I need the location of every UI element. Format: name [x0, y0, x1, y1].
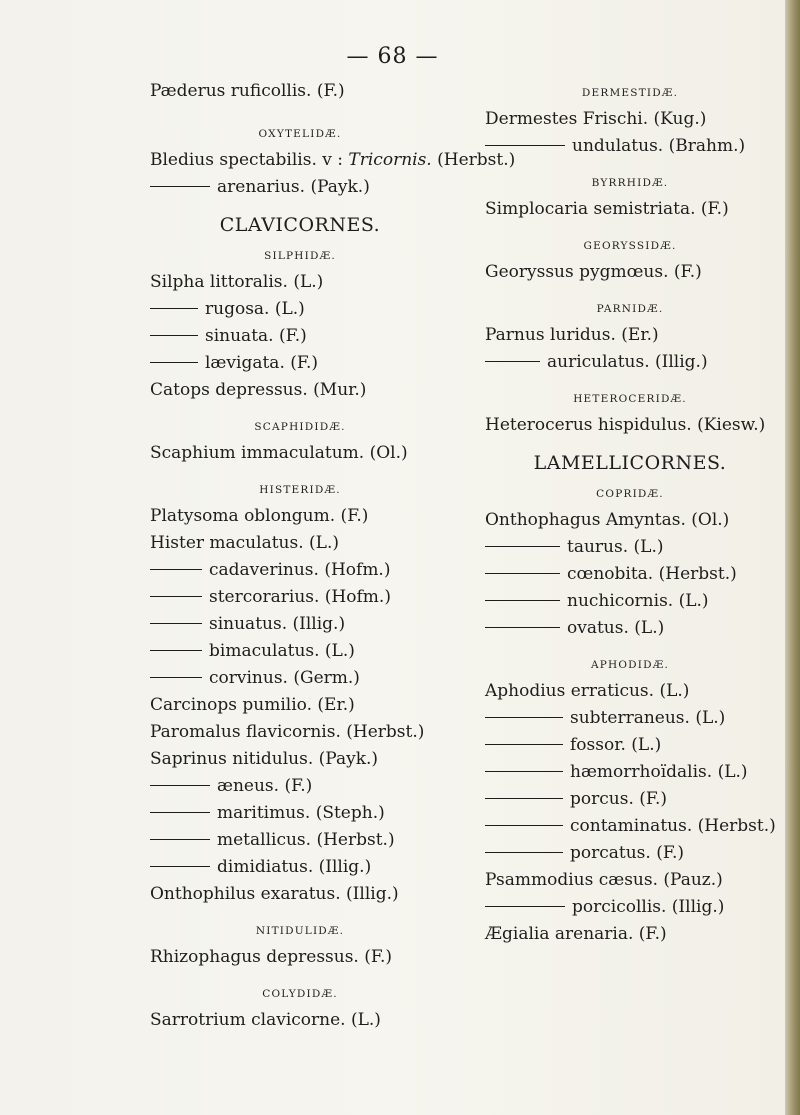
- species-entry: [485, 588, 775, 615]
- ditto-dash: [485, 573, 560, 574]
- species-text: bimaculatus. (L.): [209, 641, 355, 661]
- ditto-dash: [150, 839, 210, 840]
- species-text: Bledius spectabilis. v :: [150, 150, 349, 170]
- ditto-dash: [150, 362, 198, 363]
- family-heading: APHODIDÆ.: [590, 659, 670, 671]
- ditto-dash: [485, 771, 563, 772]
- right-column: [485, 78, 775, 948]
- species-entry: [485, 106, 775, 133]
- species-text: Georyssus pygmœus. (F.): [485, 262, 702, 282]
- family-heading: PARNIDÆ.: [596, 303, 664, 315]
- species-entry: [485, 705, 775, 732]
- species-entry: [150, 665, 450, 692]
- species-text: auriculatus. (Illig.): [547, 352, 708, 372]
- species-text: sinuatus. (Illig.): [209, 614, 346, 634]
- spacer: [485, 439, 775, 447]
- ditto-dash: [485, 744, 563, 745]
- species-text: Pæderus ruficollis. (F.): [150, 81, 345, 101]
- spacer: [150, 105, 450, 119]
- species-text: æneus. (F.): [217, 776, 313, 796]
- species-entry: [150, 800, 450, 827]
- species-entry: [150, 440, 450, 467]
- species-text: cœnobita. (Herbst.): [567, 564, 737, 584]
- species-text: Catops depressus. (Mur.): [150, 380, 367, 400]
- species-text: Rhizophagus depressus. (F.): [150, 947, 393, 967]
- species-text: undulatus. (Brahm.): [572, 136, 746, 156]
- species-entry: [150, 692, 450, 719]
- species-entry: [485, 813, 775, 840]
- spacer: [150, 971, 450, 979]
- species-entry: [150, 350, 450, 377]
- species-text: lævigata. (F.): [205, 353, 319, 373]
- species-text: Silpha littoralis. (L.): [150, 272, 324, 292]
- species-text: Onthophilus exaratus. (Illig.): [150, 884, 399, 904]
- species-entry: [485, 322, 775, 349]
- species-entry: [150, 611, 450, 638]
- species-entry: [485, 786, 775, 813]
- species-text: Aphodius erraticus. (L.): [485, 681, 690, 701]
- species-entry: [150, 174, 450, 201]
- species-text: Dermestes Frischi. (Kug.): [485, 109, 707, 129]
- ditto-dash: [150, 335, 198, 336]
- ditto-dash: [150, 650, 202, 651]
- family-heading: HETEROCERIDÆ.: [573, 393, 687, 405]
- spacer: [150, 467, 450, 475]
- species-text: Ægialia arenaria. (F.): [485, 924, 667, 944]
- spacer: [485, 642, 775, 650]
- species-entry: [150, 881, 450, 908]
- species-variety: Tricornis.: [348, 150, 432, 170]
- species-entry: [150, 638, 450, 665]
- species-entry: [150, 296, 450, 323]
- species-text: porcatus. (F.): [570, 843, 685, 863]
- ditto-dash: [150, 186, 210, 187]
- ditto-dash: [485, 825, 563, 826]
- species-entry: [150, 719, 450, 746]
- species-text: fossor. (L.): [570, 735, 662, 755]
- species-entry: [150, 773, 450, 800]
- family-heading: SCAPHIDIDÆ.: [254, 421, 346, 433]
- species-entry: [150, 78, 450, 105]
- species-entry: [485, 196, 775, 223]
- species-text: taurus. (L.): [567, 537, 664, 557]
- species-entry: [485, 507, 775, 534]
- species-text: contaminatus. (Herbst.): [570, 816, 776, 836]
- spacer: [485, 376, 775, 384]
- ditto-dash: [485, 361, 540, 362]
- ditto-dash: [485, 546, 560, 547]
- ditto-dash: [150, 812, 210, 813]
- family-heading: NITIDULIDÆ.: [255, 925, 345, 937]
- family-heading: OXYTELIDÆ.: [258, 128, 342, 140]
- species-entry: [485, 412, 775, 439]
- species-text: arenarius. (Payk.): [217, 177, 370, 197]
- species-text: metallicus. (Herbst.): [217, 830, 395, 850]
- ditto-dash: [485, 717, 563, 718]
- family-heading: BYRRHIDÆ.: [591, 177, 669, 189]
- species-entry: [150, 269, 450, 296]
- species-text: maritimus. (Steph.): [217, 803, 385, 823]
- species-text: Heterocerus hispidulus. (Kiesw.): [485, 415, 766, 435]
- species-text: Saprinus nitidulus. (Payk.): [150, 749, 379, 769]
- species-entry: [485, 534, 775, 561]
- species-entry: [150, 746, 450, 773]
- ditto-dash: [485, 627, 560, 628]
- species-entry: [150, 1007, 450, 1034]
- species-text: corvinus. (Germ.): [209, 668, 360, 688]
- species-entry: [150, 503, 450, 530]
- ditto-dash: [150, 308, 198, 309]
- species-entry: [150, 557, 450, 584]
- ditto-dash: [485, 600, 560, 601]
- family-heading: SILPHIDÆ.: [264, 250, 336, 262]
- species-text: hæmorrhoïdalis. (L.): [570, 762, 748, 782]
- species-entry: [485, 133, 775, 160]
- species-entry: [485, 921, 775, 948]
- ditto-dash: [485, 852, 563, 853]
- species-text: subterraneus. (L.): [570, 708, 726, 728]
- species-text: Carcinops pumilio. (Er.): [150, 695, 355, 715]
- species-text: porcus. (F.): [570, 789, 668, 809]
- section-heading: LAMELLICORNES.: [533, 452, 727, 474]
- species-entry: [485, 759, 775, 786]
- species-entry: [485, 349, 775, 376]
- section-heading: CLAVICORNES.: [219, 214, 381, 236]
- species-text: dimidiatus. (Illig.): [217, 857, 372, 877]
- species-text: Onthophagus Amyntas. (Ol.): [485, 510, 730, 530]
- species-entry: [485, 615, 775, 642]
- species-entry: [150, 584, 450, 611]
- species-entry: [150, 377, 450, 404]
- species-text: Platysoma oblongum. (F.): [150, 506, 369, 526]
- species-text: Parnus luridus. (Er.): [485, 325, 659, 345]
- species-entry: [150, 147, 516, 174]
- species-text: Paromalus flavicornis. (Herbst.): [150, 722, 425, 742]
- species-text: cadaverinus. (Hofm.): [209, 560, 391, 580]
- ditto-dash: [150, 785, 210, 786]
- spacer: [150, 404, 450, 412]
- species-text: stercorarius. (Hofm.): [209, 587, 391, 607]
- spacer: [150, 908, 450, 916]
- spacer: [485, 160, 775, 168]
- ditto-dash: [485, 798, 563, 799]
- spacer: [485, 286, 775, 294]
- ditto-dash: [150, 596, 202, 597]
- species-entry: [485, 732, 775, 759]
- species-text: Psammodius cæsus. (Pauz.): [485, 870, 723, 890]
- species-text: nuchicornis. (L.): [567, 591, 709, 611]
- species-text: Hister maculatus. (L.): [150, 533, 339, 553]
- family-heading: HISTERIDÆ.: [259, 484, 341, 496]
- spacer: [150, 201, 450, 209]
- species-entry: [485, 867, 775, 894]
- species-entry: [485, 840, 775, 867]
- species-text: Simplocaria semistriata. (F.): [485, 199, 729, 219]
- family-heading: GEORYSSIDÆ.: [583, 240, 677, 252]
- species-entry: [150, 530, 450, 557]
- ditto-dash: [150, 677, 202, 678]
- species-text: sinuata. (F.): [205, 326, 307, 346]
- spacer: [485, 223, 775, 231]
- species-entry: [485, 678, 775, 705]
- species-text: ovatus. (L.): [567, 618, 665, 638]
- left-column: [150, 78, 516, 1034]
- species-author: (Herbst.): [431, 150, 516, 170]
- species-text: rugosa. (L.): [205, 299, 305, 319]
- family-heading: COLYDIDÆ.: [262, 988, 338, 1000]
- species-entry: [150, 944, 450, 971]
- page-edge: [785, 0, 800, 1115]
- species-entry: [150, 827, 450, 854]
- ditto-dash: [150, 569, 202, 570]
- page-number: — 68 —: [346, 44, 439, 69]
- species-text: porcicollis. (Illig.): [572, 897, 725, 917]
- species-entry: [485, 259, 775, 286]
- ditto-dash: [485, 906, 565, 907]
- family-heading: COPRIDÆ.: [596, 488, 664, 500]
- species-entry: [485, 894, 775, 921]
- ditto-dash: [150, 623, 202, 624]
- species-entry: [150, 854, 450, 881]
- family-heading: DERMESTIDÆ.: [581, 87, 679, 99]
- ditto-dash: [150, 866, 210, 867]
- species-text: Sarrotrium clavicorne. (L.): [150, 1010, 381, 1030]
- species-entry: [485, 561, 775, 588]
- ditto-dash: [485, 145, 565, 146]
- species-text: Scaphium immaculatum. (Ol.): [150, 443, 408, 463]
- species-entry: [150, 323, 450, 350]
